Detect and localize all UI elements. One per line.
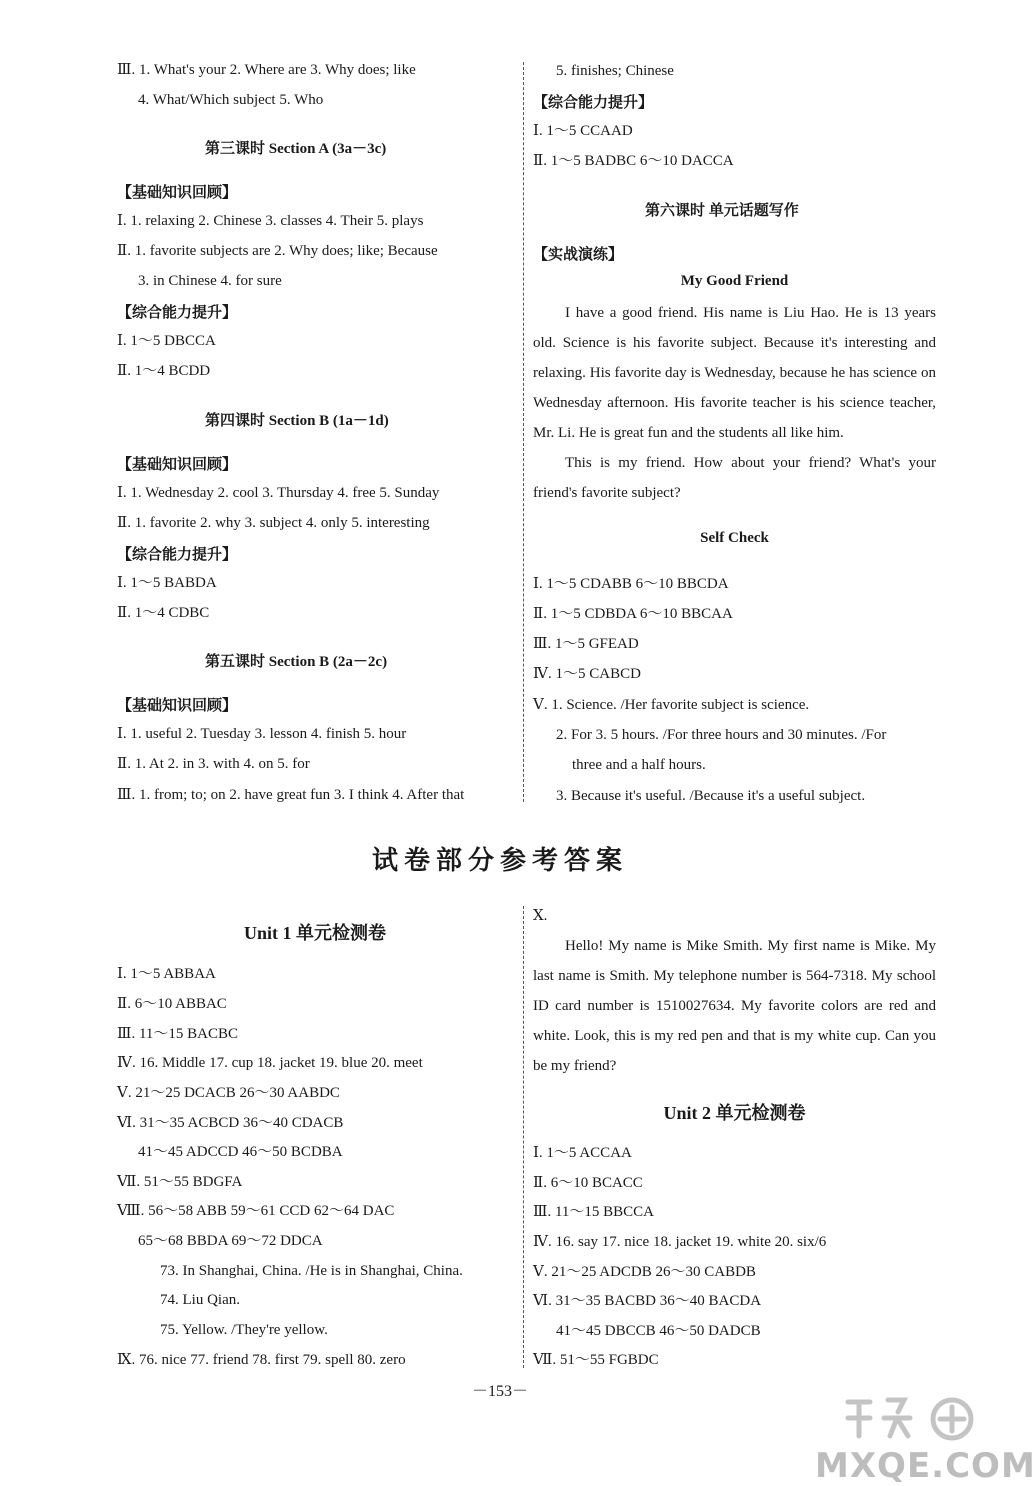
answer-line: Ⅲ. 1. What's your 2. Where are 3. Why does; like: [117, 62, 416, 78]
section-heading: 试卷部分参考答案: [371, 846, 628, 876]
self-check-title: Self Check: [700, 530, 769, 546]
answer-line: 3. in Chinese 4. for sure: [138, 273, 282, 289]
answer-line: 75. Yellow. /They're yellow.: [160, 1322, 328, 1338]
essay-paragraph: Hello! My name is Mike Smith. My first name is Mike. My last name is Smith. My telephone number is 564-7318. My school ID card number is 1510027634. My favorite colors are red and white. Look, this is my red pen and that is my white cup. Can you be my friend?: [533, 938, 936, 1074]
answer-line: three and a half hours.: [572, 757, 706, 773]
section-label: 【综合能力提升】: [533, 95, 654, 111]
answer-line: Ⅲ. 11～15 BACBC: [117, 1026, 239, 1042]
answer-line: Ⅰ. 1～5 BABDA: [117, 575, 217, 591]
answer-line: 5. finishes; Chinese: [556, 63, 674, 79]
answer-line: Ⅰ. 1～5 ABBAA: [117, 966, 216, 982]
column-divider: [523, 906, 524, 1368]
answer-line: Ⅱ. 1～4 BCDD: [117, 363, 211, 379]
watermark: MXQE.COM: [815, 1446, 1036, 1486]
answer-line: 73. In Shanghai, China. /He is in Shanghai, China.: [160, 1263, 463, 1279]
answer-line: Ⅷ. 56～58 ABB 59～61 CCD 62～64 DAC: [117, 1203, 395, 1219]
unit-title: Unit 1 单元检测卷: [243, 923, 386, 943]
answer-line: Ⅰ. 1. Wednesday 2. cool 3. Thursday 4. free 5. Sunday: [117, 485, 440, 501]
answer-line: 4. What/Which subject 5. Who: [138, 92, 324, 108]
lesson-title: 第六课时 单元话题写作: [645, 203, 799, 219]
answer-line: 41～45 ADCCD 46～50 BCDBA: [138, 1144, 343, 1160]
answer-line: Ⅳ. 16. Middle 17. cup 18. jacket 19. blue 20. meet: [117, 1055, 423, 1071]
answer-line: Ⅰ. 1. relaxing 2. Chinese 3. classes 4. Their 5. plays: [117, 213, 424, 229]
answer-line: Ⅴ. 21～25 DCACB 26～30 AABDC: [117, 1085, 340, 1101]
answer-line: Ⅵ. 31～35 BACBD 36～40 BACDA: [533, 1293, 762, 1309]
answer-line: Ⅳ. 1～5 CABCD: [533, 666, 641, 682]
essay-title: My Good Friend: [680, 273, 789, 289]
answer-line: Ⅱ. 6～10 ABBAC: [117, 996, 227, 1012]
section-label: 【综合能力提升】: [117, 305, 238, 321]
answer-line: Ⅱ. 1～5 CDBDA 6～10 BBCAA: [533, 606, 733, 622]
answer-line: 3. Because it's useful. /Because it's a useful subject.: [556, 788, 866, 804]
answer-line: Ⅰ. 1～5 CDABB 6～10 BBCDA: [533, 576, 729, 592]
answer-line: Ⅰ. 1～5 CCAAD: [533, 123, 633, 139]
lesson-title: 第四课时 Section B (1a－1d): [205, 413, 389, 429]
answer-line: Ⅰ. 1～5 DBCCA: [117, 333, 216, 349]
section-label: 【综合能力提升】: [117, 547, 238, 563]
section-label: 【基础知识回顾】: [117, 457, 238, 473]
answer-line: Ⅰ. 1～5 ACCAA: [533, 1145, 632, 1161]
answer-line: Ⅱ. 1. At 2. in 3. with 4. on 5. for: [117, 756, 310, 772]
answer-line: 74. Liu Qian.: [160, 1292, 240, 1308]
essay-paragraph: This is my friend. How about your friend? What's your friend's favorite subject?: [533, 455, 936, 501]
answer-line: Ⅱ. 1. favorite 2. why 3. subject 4. only 5. interesting: [117, 515, 430, 531]
lesson-title: 第五课时 Section B (2a－2c): [205, 654, 388, 670]
answer-line: 2. For 3. 5 hours. /For three hours and 30 minutes. /For: [556, 727, 887, 743]
section-label: 【基础知识回顾】: [117, 698, 238, 714]
section-label: 【实战演练】: [533, 247, 624, 263]
answer-line: Ⅱ. 1. favorite subjects are 2. Why does; like; Because: [117, 243, 438, 259]
answer-line: Ⅲ. 1. from; to; on 2. have great fun 3. I think 4. After that: [117, 787, 465, 803]
answer-line: Ⅵ. 31～35 ACBCD 36～40 CDACB: [117, 1115, 344, 1131]
answer-line: Ⅲ. 1～5 GFEAD: [533, 636, 639, 652]
answer-line: Ⅳ. 16. say 17. nice 18. jacket 19. white 20. six/6: [533, 1234, 827, 1250]
answer-line: Ⅴ. 1. Science. /Her favorite subject is science.: [533, 697, 810, 713]
answer-line: Ⅱ. 6～10 BCACC: [533, 1175, 643, 1191]
answer-line: Ⅴ. 21～25 ADCDB 26～30 CABDB: [533, 1264, 756, 1280]
answer-line: Ⅸ. 76. nice 77. friend 78. first 79. spell 80. zero: [117, 1352, 406, 1368]
lesson-title: 第三课时 Section A (3a－3c): [205, 141, 387, 157]
answer-line: Ⅶ. 51～55 FGBDC: [533, 1352, 659, 1368]
answer-line: Ⅲ. 11～15 BBCCA: [533, 1204, 655, 1220]
answer-line: 41～45 DBCCB 46～50 DADCB: [556, 1323, 761, 1339]
answer-line: Ⅹ.: [533, 908, 548, 924]
watermark-logo: [840, 1392, 990, 1442]
unit-title: Unit 2 单元检测卷: [663, 1103, 806, 1123]
answer-line: Ⅱ. 1～4 CDBC: [117, 605, 210, 621]
answer-line: Ⅶ. 51～55 BDGFA: [117, 1174, 243, 1190]
page-number: －153－: [471, 1383, 528, 1400]
answer-line: Ⅱ. 1～5 BADBC 6～10 DACCA: [533, 153, 734, 169]
answer-line: 65～68 BBDA 69～72 DDCA: [138, 1233, 323, 1249]
essay-paragraph: I have a good friend. His name is Liu Hao. He is 13 years old. Science is his favorite subject. Because it's interesting and relaxing. His favorite day is Wednesday, because he has science on Wednesday afternoon. His favorite teacher is his science teacher, Mr. Li. He is great fun and the students all like him.: [533, 305, 936, 441]
column-divider: [523, 62, 524, 802]
answer-line: Ⅰ. 1. useful 2. Tuesday 3. lesson 4. finish 5. hour: [117, 726, 407, 742]
section-label: 【基础知识回顾】: [117, 185, 238, 201]
